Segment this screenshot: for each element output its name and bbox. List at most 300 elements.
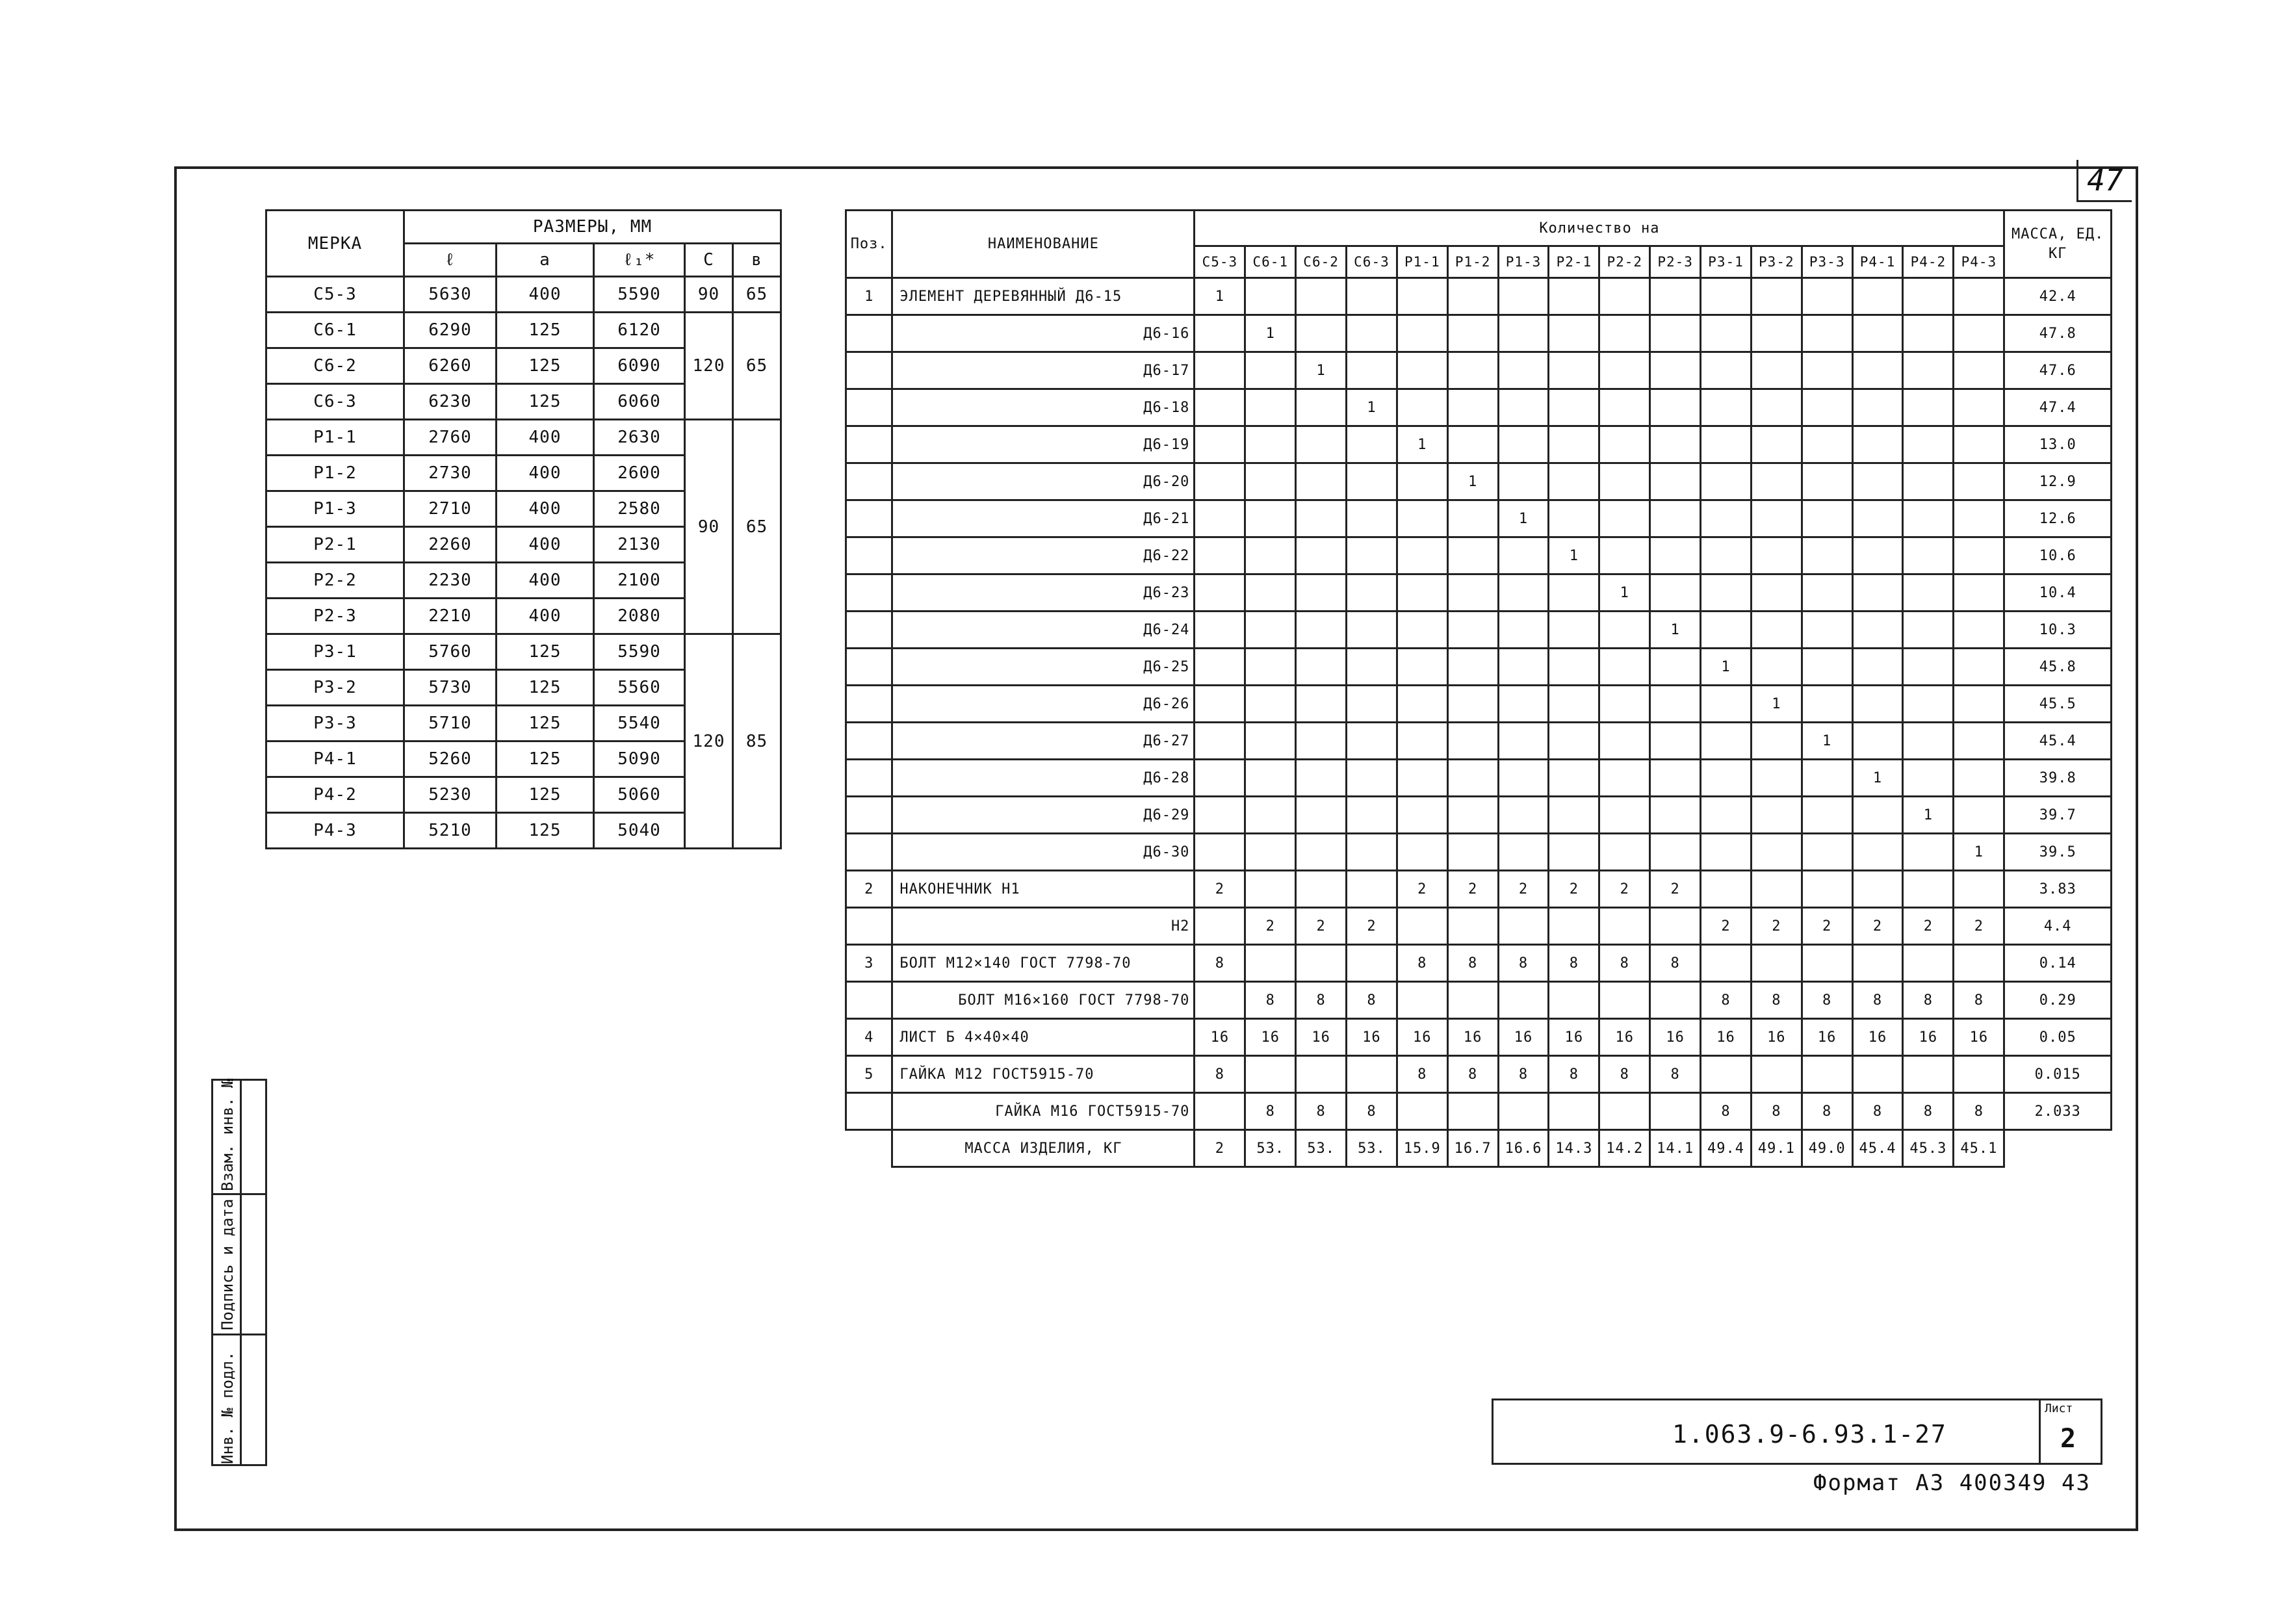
cell-c: 90 [685,277,733,313]
cell-qty: 8 [1751,1093,1802,1130]
cell-qty: 1 [1954,834,2004,871]
cell-qty [1650,908,1701,945]
cell-qty: 1 [1296,352,1347,389]
cell-qty: 1 [1347,389,1397,426]
cell-qty [1903,500,1954,537]
cell-qty [1852,500,1903,537]
cell-qty [1954,574,2004,612]
cell-qty [1195,797,1245,834]
cell-qty [1498,574,1549,612]
cell-qty [1903,574,1954,612]
cell-qty: 8 [1447,1056,1498,1093]
cell-qty [1397,1093,1447,1130]
cell-qty: 1 [1195,278,1245,315]
cell-qty: 1 [1599,574,1650,612]
col-header: Р4-1 [1852,246,1903,278]
cell-total: 53. [1245,1130,1296,1167]
cell-qty [1701,500,1752,537]
cell-qty [1549,797,1599,834]
cell-qty [1903,871,1954,908]
cell-qty [1498,686,1549,723]
cell-qty [1549,315,1599,352]
cell-mass: 0.14 [2004,945,2112,982]
cell-pos [846,797,892,834]
cell-qty [1397,649,1447,686]
cell-qty [1347,797,1397,834]
total-label: МАССА ИЗДЕЛИЯ, КГ [892,1130,1195,1167]
cell-mark: С6-1 [266,313,404,348]
cell-total: 45.1 [1954,1130,2004,1167]
table-row [846,537,2112,574]
cell-qty [1347,649,1397,686]
cell-qty: 2 [1701,908,1752,945]
table-row [846,982,2112,1019]
cell-qty [1701,945,1752,982]
cell-qty [1650,834,1701,871]
col-header: Р3-2 [1751,246,1802,278]
cell-qty [1195,1093,1245,1130]
page-number: 47 [2076,160,2132,202]
cell-qty [1549,686,1599,723]
cell-mass: 12.9 [2004,463,2112,500]
cell-qty: 8 [1903,982,1954,1019]
cell-l1: 2580 [594,491,685,527]
cell-qty: 8 [1296,1093,1347,1130]
cell-qty: 8 [1549,1056,1599,1093]
cell-qty [1549,463,1599,500]
cell-name: Д6-24 [892,612,1195,649]
cell-mass: 47.4 [2004,389,2112,426]
cell-qty [1447,352,1498,389]
cell-name: Д6-22 [892,537,1195,574]
cell-a: 400 [497,456,594,491]
cell-qty: 8 [1852,1093,1903,1130]
cell-qty: 1 [1701,649,1752,686]
cell-name: Д6-30 [892,834,1195,871]
cell-qty [1447,834,1498,871]
cell-c: 120 [685,634,733,849]
cell-qty: 16 [1296,1019,1347,1056]
cell-qty [1347,574,1397,612]
cell-l1: 2080 [594,599,685,634]
cell-name: Д6-17 [892,352,1195,389]
cell-l: 2730 [404,456,497,491]
cell-qty: 2 [1549,871,1599,908]
cell-qty [1903,760,1954,797]
cell-name: Н2 [892,908,1195,945]
cell-qty [1195,463,1245,500]
cell-l: 2210 [404,599,497,634]
cell-qty [1549,426,1599,463]
cell-a: 400 [497,563,594,599]
header-qty: Количество на [1195,211,2004,246]
cell-qty [1802,500,1852,537]
cell-qty [1296,315,1347,352]
cell-b: 65 [733,277,781,313]
cell-qty [1296,834,1347,871]
cell-a: 125 [497,741,594,777]
cell-qty [1751,278,1802,315]
table-row [846,686,2112,723]
cell-qty [1599,315,1650,352]
cell-name: Д6-27 [892,723,1195,760]
cell-qty [1802,686,1852,723]
cell-qty [1347,686,1397,723]
cell-qty [1802,945,1852,982]
cell-qty [1447,500,1498,537]
cell-qty: 8 [1498,1056,1549,1093]
cell-qty [1802,574,1852,612]
cell-pos [846,1093,892,1130]
table-row [846,797,2112,834]
cell-qty: 2 [1954,908,2004,945]
cell-qty [1296,871,1347,908]
cell-a: 125 [497,777,594,813]
cell-qty [1751,426,1802,463]
side-stamp [211,1079,267,1466]
cell-qty [1954,1056,2004,1093]
cell-qty: 8 [1347,1093,1397,1130]
cell-pos: 5 [846,1056,892,1093]
cell-qty [1296,500,1347,537]
cell-name: Д6-26 [892,686,1195,723]
cell-qty [1347,278,1397,315]
cell-l1: 5540 [594,706,685,741]
cell-l1: 5590 [594,634,685,670]
cell-qty [1397,389,1447,426]
cell-qty [1599,389,1650,426]
cell-qty [1245,389,1296,426]
cell-qty: 16 [1903,1019,1954,1056]
header-l1: ℓ₁* [594,244,685,277]
specification-table [845,209,2112,1168]
sheet-box [2039,1400,2101,1463]
cell-qty [1296,649,1347,686]
cell-qty [1802,278,1852,315]
cell-qty [1296,537,1347,574]
cell-qty: 8 [1549,945,1599,982]
cell-mass: 13.0 [2004,426,2112,463]
cell-qty [1245,649,1296,686]
table-row [846,463,2112,500]
cell-qty [1397,537,1447,574]
cell-qty [1701,315,1752,352]
blank-cell [2004,1130,2112,1167]
cell-qty: 2 [1852,908,1903,945]
sheet-label: Лист [2045,1402,2073,1415]
cell-qty [1195,574,1245,612]
cell-a: 125 [497,348,594,384]
cell-qty [1954,723,2004,760]
cell-qty [1802,760,1852,797]
cell-pos [846,389,892,426]
cell-qty [1347,537,1397,574]
table-row [846,574,2112,612]
cell-mark: Р4-1 [266,741,404,777]
cell-b: 65 [733,313,781,420]
col-header: С6-2 [1296,246,1347,278]
cell-qty [1447,315,1498,352]
cell-qty [1245,945,1296,982]
blank-cell [846,1130,892,1167]
cell-qty: 2 [1245,908,1296,945]
cell-qty [1701,1056,1752,1093]
table-row [846,500,2112,537]
cell-qty [1447,760,1498,797]
cell-qty [1751,1056,1802,1093]
cell-qty: 16 [1954,1019,2004,1056]
table-row [846,1056,2112,1093]
header-c: C [685,244,733,277]
cell-qty [1195,612,1245,649]
cell-qty [1245,760,1296,797]
cell-qty [1296,426,1347,463]
cell-qty [1599,352,1650,389]
cell-pos [846,537,892,574]
cell-pos: 1 [846,278,892,315]
table-row [846,908,2112,945]
cell-qty [1599,908,1650,945]
cell-qty [1245,426,1296,463]
table-row [266,313,781,348]
cell-a: 400 [497,420,594,456]
cell-qty [1650,463,1701,500]
cell-qty [1701,278,1752,315]
cell-qty [1903,649,1954,686]
cell-qty: 8 [1650,945,1701,982]
cell-qty: 2 [1447,871,1498,908]
cell-l1: 2630 [594,420,685,456]
cell-qty: 8 [1751,982,1802,1019]
cell-qty [1751,945,1802,982]
cell-qty [1195,686,1245,723]
cell-qty [1903,278,1954,315]
header-pos: Поз. [846,211,892,278]
cell-total: 45.4 [1852,1130,1903,1167]
cell-qty [1802,649,1852,686]
cell-mass: 47.8 [2004,315,2112,352]
cell-mass: 45.8 [2004,649,2112,686]
cell-qty [1802,352,1852,389]
table-row [846,834,2112,871]
cell-qty [1296,760,1347,797]
cell-l: 5230 [404,777,497,813]
cell-qty [1347,1056,1397,1093]
cell-qty [1852,574,1903,612]
cell-qty: 8 [1852,982,1903,1019]
cell-qty [1751,463,1802,500]
cell-qty [1245,797,1296,834]
cell-qty: 8 [1447,945,1498,982]
cell-qty [1650,389,1701,426]
cell-qty [1954,686,2004,723]
header-l: ℓ [404,244,497,277]
cell-qty: 16 [1802,1019,1852,1056]
cell-qty [1245,352,1296,389]
cell-qty [1802,315,1852,352]
cell-l1: 6090 [594,348,685,384]
dimensions-table [265,209,782,849]
cell-l: 6230 [404,384,497,420]
cell-qty [1549,908,1599,945]
cell-qty [1296,1056,1347,1093]
cell-pos [846,574,892,612]
cell-qty [1751,574,1802,612]
cell-qty [1245,686,1296,723]
col-header: Р4-3 [1954,246,2004,278]
cell-qty: 16 [1195,1019,1245,1056]
cell-qty [1852,463,1903,500]
cell-qty [1852,389,1903,426]
cell-qty [1701,537,1752,574]
cell-total: 45.3 [1903,1130,1954,1167]
side-inv-orig: Инв. № подл. [218,1351,237,1464]
cell-l1: 5040 [594,813,685,849]
cell-pos: 3 [846,945,892,982]
cell-qty [1447,574,1498,612]
cell-qty [1903,834,1954,871]
cell-l1: 2600 [594,456,685,491]
cell-qty [1599,463,1650,500]
cell-qty [1852,315,1903,352]
cell-qty [1954,537,2004,574]
cell-qty: 8 [1903,1093,1954,1130]
cell-qty [1195,426,1245,463]
table-row [846,1093,2112,1130]
cell-pos [846,426,892,463]
cell-mass: 4.4 [2004,908,2112,945]
cell-mark: Р3-1 [266,634,404,670]
cell-mass: 45.4 [2004,723,2112,760]
document-code: 1.063.9-6.93.1-27 [1672,1420,1947,1449]
cell-qty [1599,649,1650,686]
cell-mark: Р2-3 [266,599,404,634]
cell-qty [1498,612,1549,649]
cell-qty [1447,649,1498,686]
cell-mass: 2.033 [2004,1093,2112,1130]
cell-mark: Р3-3 [266,706,404,741]
cell-name: ЭЛЕМЕНТ ДЕРЕВЯННЫЙ Д6-15 [892,278,1195,315]
cell-qty [1852,945,1903,982]
cell-qty [1751,352,1802,389]
cell-qty [1903,389,1954,426]
cell-qty [1549,723,1599,760]
cell-qty [1347,352,1397,389]
cell-l: 5260 [404,741,497,777]
cell-mass: 42.4 [2004,278,2112,315]
cell-qty: 1 [1245,315,1296,352]
cell-qty [1296,389,1347,426]
cell-qty [1549,1093,1599,1130]
cell-qty [1701,426,1752,463]
cell-qty [1498,389,1549,426]
cell-qty: 16 [1599,1019,1650,1056]
cell-qty: 2 [1751,908,1802,945]
cell-qty [1903,315,1954,352]
cell-name: БОЛТ М16×160 ГОСТ 7798-70 [892,982,1195,1019]
cell-qty [1195,908,1245,945]
cell-qty [1549,649,1599,686]
cell-qty [1701,871,1752,908]
header-a: a [497,244,594,277]
cell-qty [1296,463,1347,500]
sheet-number: 2 [2060,1424,2076,1454]
cell-qty [1751,500,1802,537]
cell-qty [1852,871,1903,908]
cell-name: Д6-25 [892,649,1195,686]
cell-qty [1650,537,1701,574]
cell-qty [1245,871,1296,908]
cell-a: 125 [497,670,594,706]
cell-total: 16.6 [1498,1130,1549,1167]
col-header: Р1-3 [1498,246,1549,278]
cell-qty [1852,686,1903,723]
cell-qty [1397,723,1447,760]
cell-qty [1954,760,2004,797]
cell-total: 49.0 [1802,1130,1852,1167]
cell-name: ГАЙКА М16 ГОСТ5915-70 [892,1093,1195,1130]
cell-qty [1650,649,1701,686]
cell-qty [1447,797,1498,834]
cell-total: 2 [1195,1130,1245,1167]
cell-qty: 16 [1447,1019,1498,1056]
cell-qty [1650,500,1701,537]
cell-qty [1650,686,1701,723]
cell-qty [1599,723,1650,760]
cell-qty [1802,1056,1852,1093]
table-row [266,277,781,313]
cell-qty [1195,500,1245,537]
cell-qty [1751,871,1802,908]
table-row [846,871,2112,908]
cell-qty [1245,500,1296,537]
cell-mass: 0.05 [2004,1019,2112,1056]
table-row [846,278,2112,315]
cell-qty: 8 [1599,1056,1650,1093]
cell-qty [1447,537,1498,574]
cell-qty: 16 [1245,1019,1296,1056]
cell-qty [1599,278,1650,315]
cell-qty [1903,537,1954,574]
title-stamp [1492,1398,2102,1465]
cell-name: Д6-29 [892,797,1195,834]
cell-l: 5760 [404,634,497,670]
cell-qty [1549,500,1599,537]
cell-qty: 8 [1195,945,1245,982]
side-sign-date: Подпись и дата [218,1198,237,1330]
cell-qty [1802,426,1852,463]
cell-qty: 8 [1954,1093,2004,1130]
cell-qty [1954,315,2004,352]
cell-c: 120 [685,313,733,420]
cell-qty [1296,686,1347,723]
cell-qty [1549,760,1599,797]
cell-qty [1397,278,1447,315]
cell-pos [846,686,892,723]
cell-qty [1296,797,1347,834]
cell-qty [1498,537,1549,574]
cell-qty [1751,389,1802,426]
cell-qty [1852,649,1903,686]
cell-qty: 1 [1903,797,1954,834]
table-row [846,612,2112,649]
cell-name: ЛИСТ Б 4×40×40 [892,1019,1195,1056]
cell-qty [1903,612,1954,649]
cell-a: 400 [497,527,594,563]
col-header: С6-3 [1347,246,1397,278]
cell-total: 14.3 [1549,1130,1599,1167]
table-row [846,945,2112,982]
